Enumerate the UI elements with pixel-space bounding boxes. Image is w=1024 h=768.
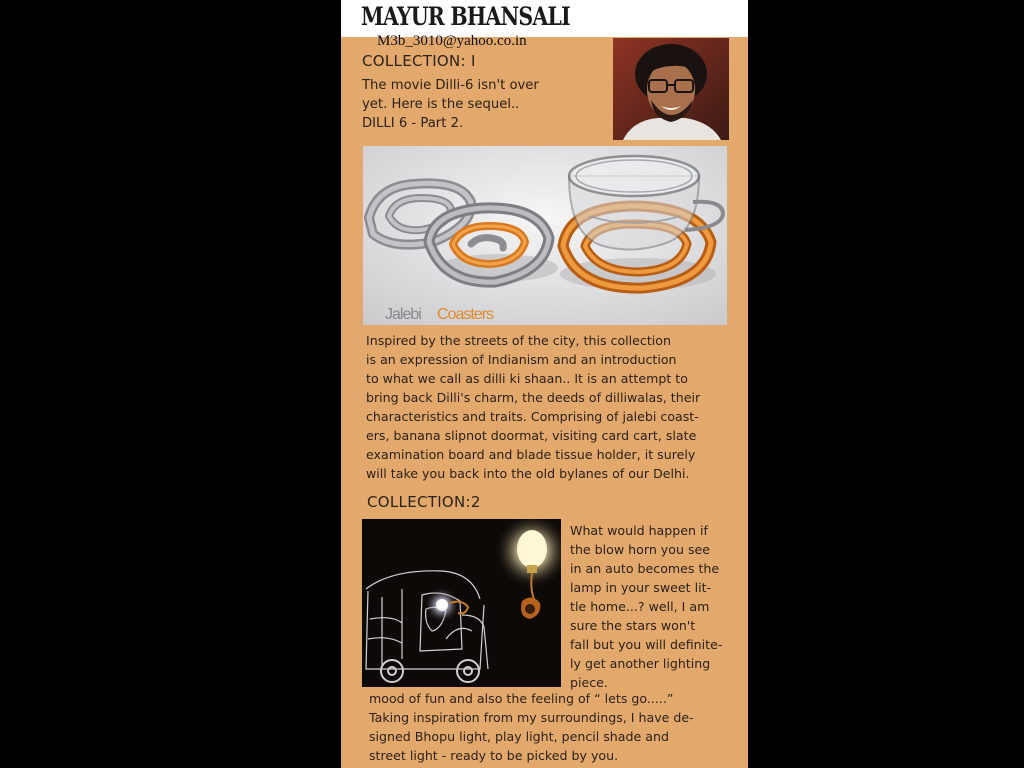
header-bar: [341, 0, 748, 37]
bottom-line: signed Bhopu light, play light, pencil shade and: [369, 729, 669, 744]
body-line: is an expression of Indianism and an introduction: [366, 352, 677, 367]
bottom-line: Taking inspiration from my surroundings, I have de-: [369, 710, 694, 725]
coasters-caption-suffix: Coasters: [437, 306, 494, 323]
intro-line: yet. Here is the sequel..: [362, 97, 520, 112]
side-line: the blow horn you see: [570, 542, 711, 557]
body-line: characteristics and traits. Comprising of jalebi coast-: [366, 409, 699, 424]
author-portrait-illustration: [613, 38, 729, 140]
collection-2-heading: COLLECTION:2: [367, 493, 481, 511]
bhopu-lamp-image: [362, 519, 561, 687]
author-email[interactable]: M3b_3010@yahoo.co.in: [377, 33, 527, 49]
magazine-page: [341, 0, 748, 768]
body-line: will take you back into the old bylanes of our Delhi.: [366, 466, 690, 481]
side-line: tle home...? well, I am: [570, 599, 710, 614]
side-line: lamp in your sweet lit-: [570, 580, 712, 595]
jalebi-coasters-image: [363, 146, 727, 325]
side-line: sure the stars won't: [570, 618, 696, 633]
side-line: in an auto becomes the: [570, 561, 720, 576]
body-line: ers, banana slipnot doormat, visiting card cart, slate: [366, 428, 697, 443]
coasters-illustration: [363, 146, 727, 325]
body-line: to what we call as dilli ki shaan.. It is an attempt to: [366, 371, 688, 386]
author-name: MAYUR BHANSALI: [361, 2, 570, 31]
collection-2-bottom-text: [369, 689, 694, 765]
intro-line: DILLI 6 - Part 2.: [362, 116, 464, 131]
body-line: Inspired by the streets of the city, this collection: [366, 333, 671, 348]
coasters-caption-prefix: Jalebi: [385, 306, 421, 323]
bottom-line: street light - ready to be picked by you.: [369, 748, 619, 763]
body-line: examination board and blade tissue holder, it surely: [366, 447, 696, 462]
collection-2-side-text: [570, 521, 722, 692]
side-line: ly get another lighting: [570, 656, 711, 671]
collection-1-heading: COLLECTION: I: [362, 52, 476, 70]
bottom-line: mood of fun and also the feeling of “ lets go.....”: [369, 691, 674, 706]
side-line: piece.: [570, 675, 608, 690]
side-line: What would happen if: [570, 523, 708, 538]
auto-rickshaw-lamp-illustration: [362, 519, 561, 687]
side-line: fall but you will definite-: [570, 637, 723, 652]
body-line: bring back Dilli's charm, the deeds of dilliwalas, their: [366, 390, 701, 405]
collection-1-body: [366, 331, 700, 483]
author-photo: [613, 38, 729, 140]
collection-1-intro: [362, 76, 539, 133]
intro-line: The movie Dilli-6 isn't over: [362, 78, 539, 93]
